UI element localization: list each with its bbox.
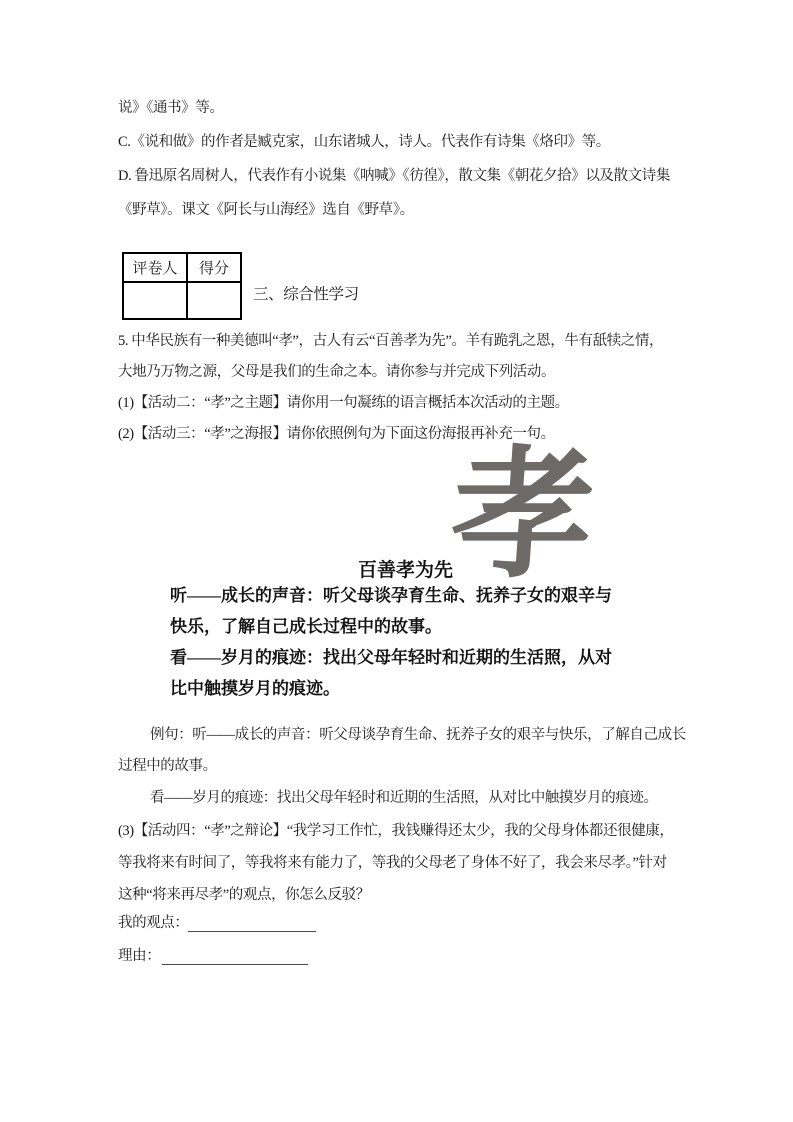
example-sentence-line-1: 例句：听——成长的声音：听父母谈孕育生命、抚养子女的艰辛与快乐，了解自己成长 xyxy=(150,727,686,743)
reason-blank-line xyxy=(162,964,308,965)
question5-activity3-line: (2)【活动三：“孝”之海报】请你依照例句为下面这份海报再补充一句。 xyxy=(118,426,555,442)
grader-table-header-reviewer: 评卷人 xyxy=(123,253,187,282)
grader-table-header-score: 得分 xyxy=(187,253,241,282)
question5-line-2: 大地乃万物之源，父母是我们的生命之本。请你参与并完成下列活动。 xyxy=(118,364,556,380)
poster-text-line-listen-wrap: 快乐，了解自己成长过程中的故事。 xyxy=(170,617,442,636)
activity4-line-2: 等我将来有时间了，等我将来有能力了，等我的父母老了身体不好了，我会来尽孝。”针对 xyxy=(118,855,667,871)
option-line-c: C.《说和做》的作者是臧克家，山东诸城人，诗人。代表作有诗集《烙印》等。 xyxy=(118,134,610,150)
poster-text-line-listen: 听——成长的声音：听父母谈孕育生命、抚养子女的艰辛与 xyxy=(170,586,612,605)
activity4-line-1: (3)【活动四：“孝”之辩论】“我学习工作忙，我钱赚得还太少，我的父母身体都还很健康， xyxy=(118,823,674,839)
option-line-d-wrap: 《野草》。课文《阿长与山海经》选自《野草》。 xyxy=(118,202,414,218)
example-sentence-line-2: 过程中的故事。 xyxy=(118,758,217,774)
poster-text-line-look: 看——岁月的痕迹：找出父母年轻时和近期的生活照，从对 xyxy=(170,648,612,667)
activity4-line-3: 这种“将来再尽孝”的观点，你怎么反驳？ xyxy=(118,887,370,903)
option-line-d: D. 鲁迅原名周树人，代表作有小说集《呐喊》《彷徨》，散文集《朝花夕拾》以及散文诗集 xyxy=(118,168,670,184)
example-sentence-line-3: 看——岁月的痕迹：找出父母年轻时和近期的生活照，从对比中触摸岁月的痕迹。 xyxy=(150,790,658,806)
option-line-continuation: 说》《通书》等。 xyxy=(118,100,224,116)
question5-line-1: 5. 中华民族有一种美德叫“孝”，古人有云“百善孝为先”。羊有跪乳之恩，牛有舐犊之情， xyxy=(118,333,664,349)
reason-label: 理由： xyxy=(118,948,161,964)
poster-text-line-look-wrap: 比中触摸岁月的痕迹。 xyxy=(170,679,340,698)
grader-table xyxy=(122,252,242,320)
viewpoint-label: 我的观点： xyxy=(118,915,189,931)
question5-activity2-line: (1)【活动二：“孝”之主题】请你用一句凝练的语言概括本次活动的主题。 xyxy=(118,395,569,411)
grader-table-cell-reviewer xyxy=(123,282,187,319)
poster-title: 百善孝为先 xyxy=(358,560,454,581)
viewpoint-blank-line xyxy=(188,931,316,932)
poster-xiao-calligraphy-character: 孝 xyxy=(446,432,600,598)
grader-table-cell-score xyxy=(187,282,241,319)
section-heading: 三、综合性学习 xyxy=(253,286,359,303)
